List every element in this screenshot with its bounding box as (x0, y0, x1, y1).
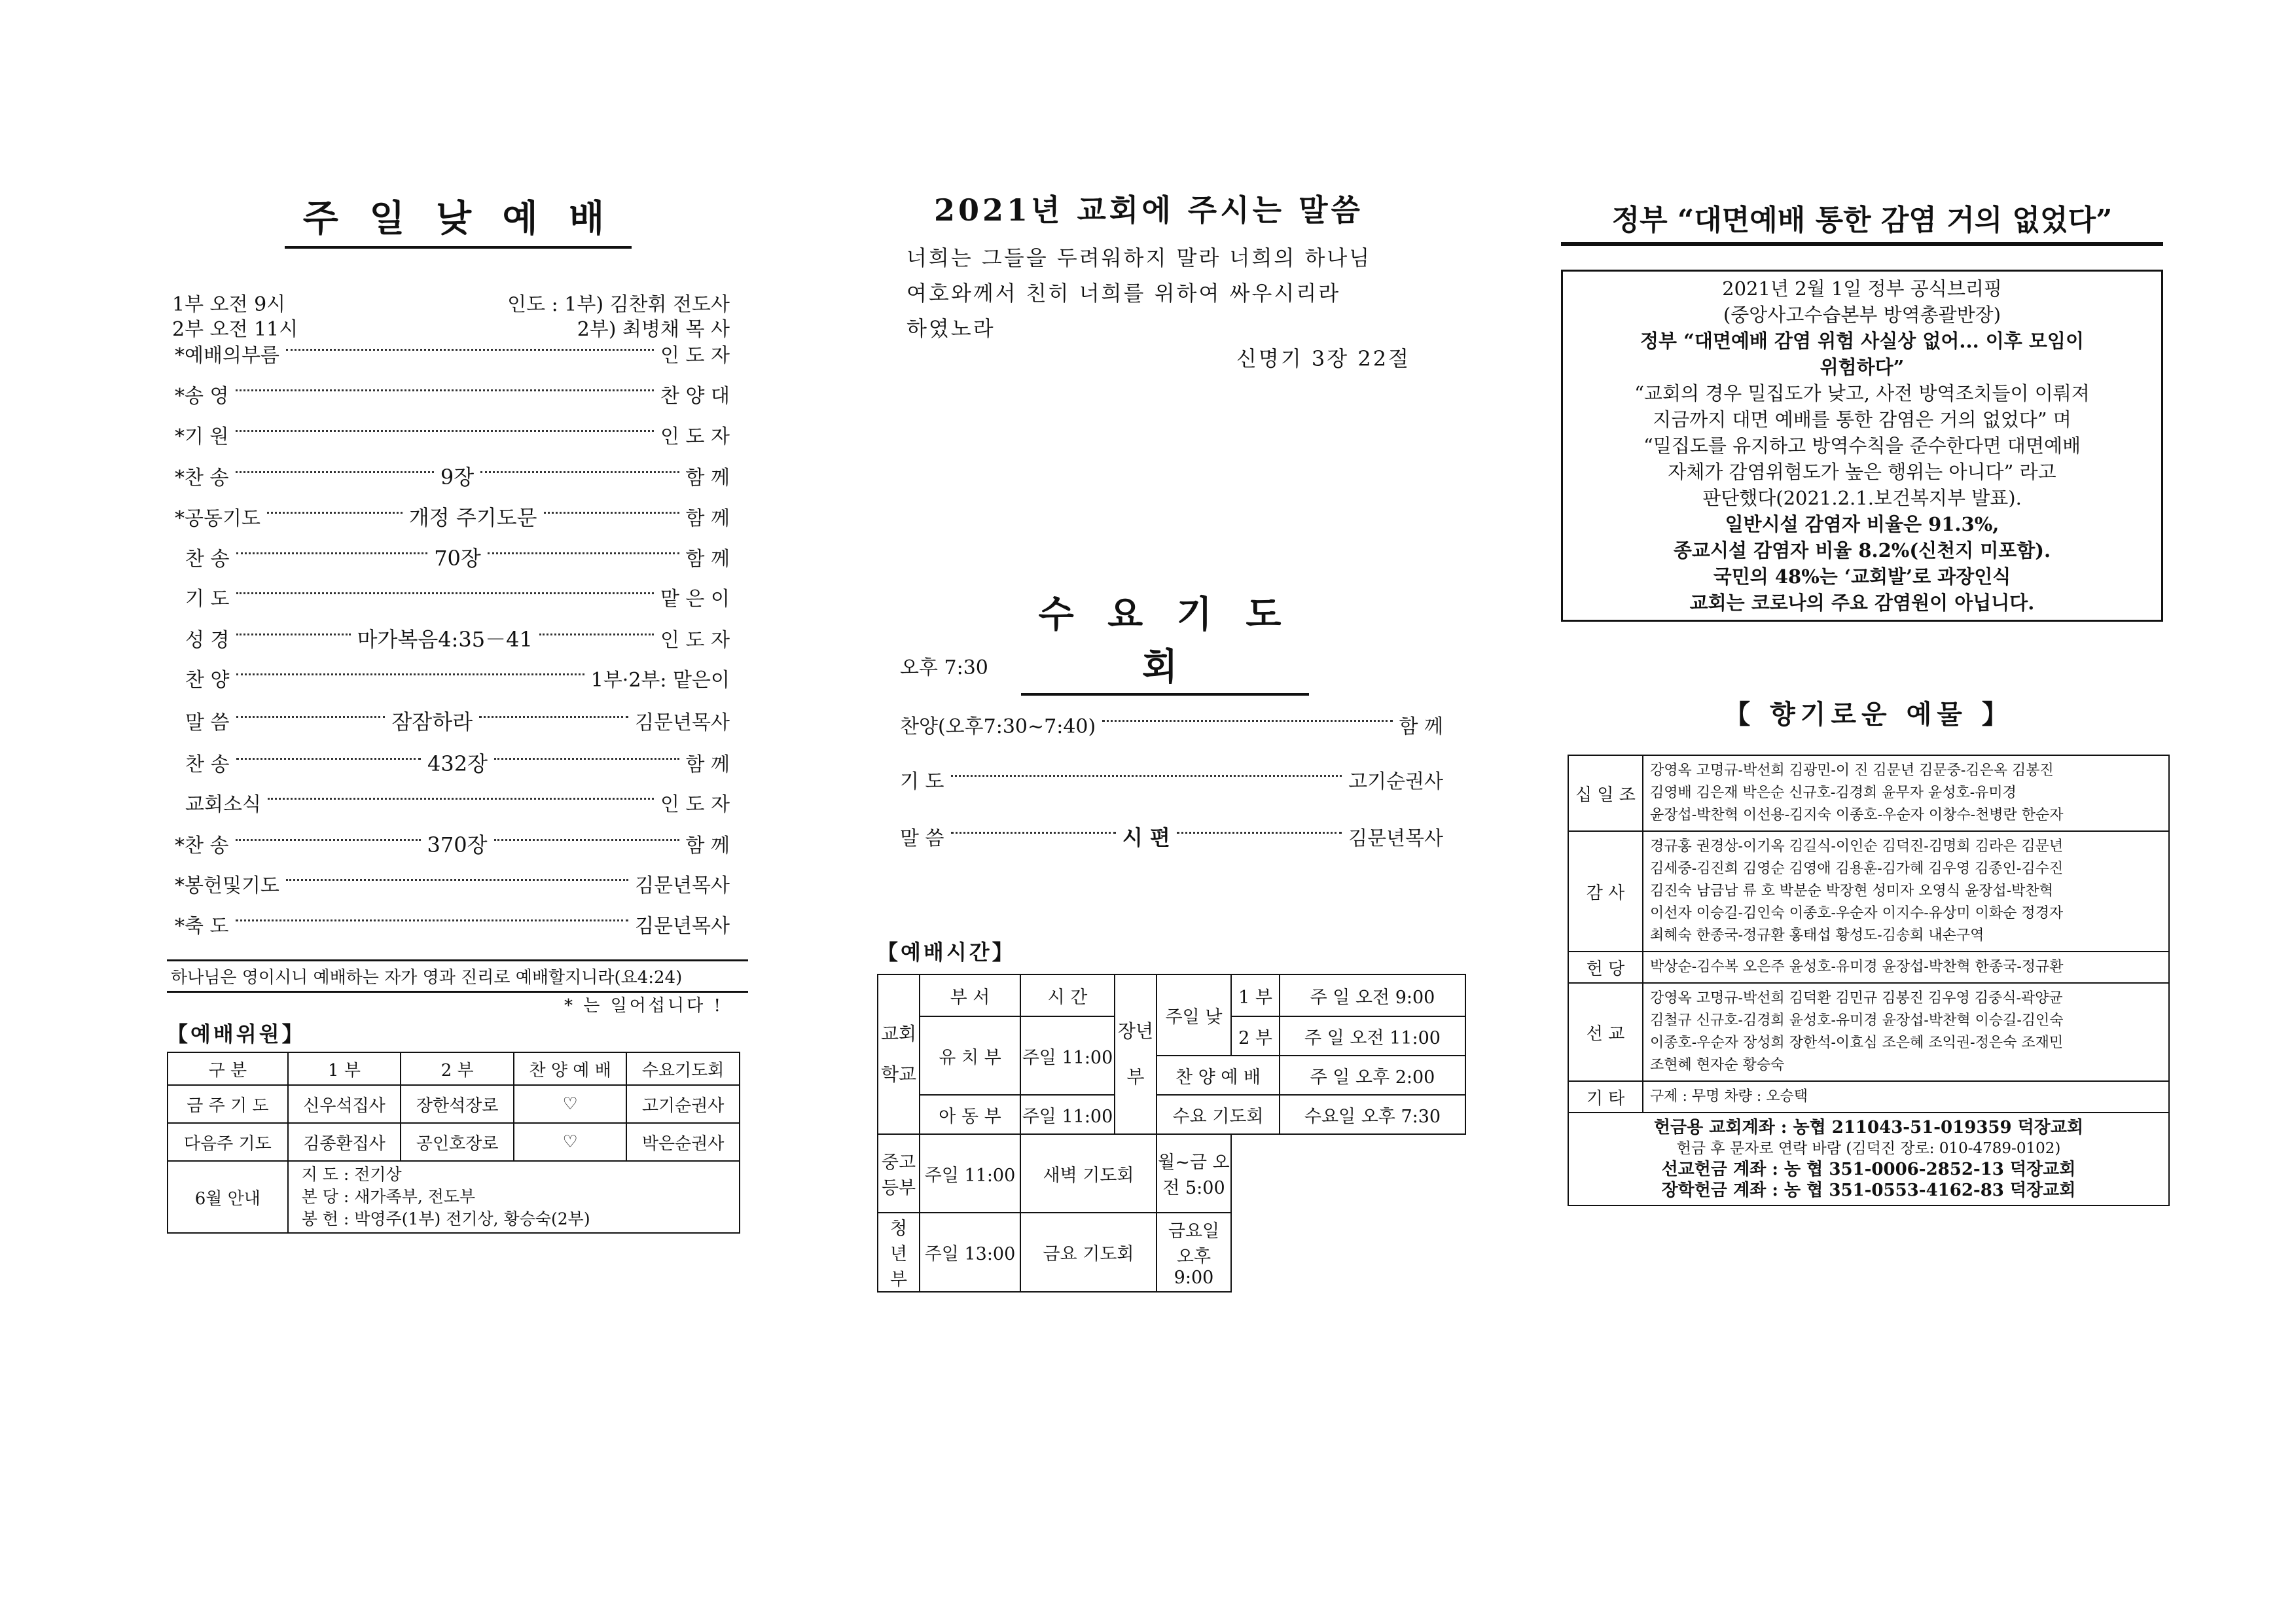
order-item (175, 705, 730, 736)
school-time: 주일 11:00 (1020, 1095, 1115, 1134)
sunday-title: 주 일 낮 예 배 (285, 190, 632, 249)
table-row (168, 1161, 740, 1233)
word2021-title: 2021년 교회에 주시는 말씀 (934, 192, 1363, 228)
order-item (175, 420, 730, 449)
sunday-label: 주일 낮 (1157, 974, 1231, 1056)
account-line: 헌금용 교회계좌 : 농협 211043-51-019359 덕장교회 (1653, 1118, 2084, 1137)
account-line: 장학헌금 계좌 : 농 협 351-0553-4162-83 덕장교회 (1661, 1181, 2076, 1200)
wednesday-item (900, 821, 1443, 851)
order-label: 성 경 (185, 629, 230, 652)
offering-line: 강영옥 고명규-박선희 김광민-이 진 김문년 김문중-김은옥 김봉진 (1650, 762, 2054, 779)
committee-cell: 장한석장로 (401, 1085, 514, 1123)
leader-dots (236, 471, 434, 473)
government-line: 지금까지 대면 예배를 통한 감염은 거의 없었다” 며 (1653, 408, 2072, 431)
leader-dots (480, 471, 679, 473)
june-line: 지 도 : 전기상 (301, 1165, 402, 1184)
order-item (175, 788, 730, 817)
wednesday-time: 오후 7:30 (900, 656, 988, 679)
school-dept: 청 년 부 (878, 1213, 920, 1292)
schedule-title: 【예배시간】 (877, 940, 1016, 965)
order-leader: 인 도 자 (660, 344, 730, 367)
government-line: 판단했다(2021.2.1.보건복지부 발표). (1702, 487, 2022, 509)
order-item (175, 582, 730, 611)
order-list (175, 339, 730, 948)
government-line: 자체가 감염위험도가 높은 행위는 아니다” 라고 (1668, 461, 2056, 483)
offering-line: 구제 : 무명 차량 : 오승택 (1650, 1088, 1808, 1105)
committee-cell: 박은순권사 (626, 1123, 740, 1161)
offering-category: 헌 당 (1568, 952, 1643, 983)
leader-dots (544, 512, 679, 514)
leader-dots (236, 839, 421, 841)
leader-dots (236, 758, 422, 760)
adult-dept: 1 부 (1231, 974, 1280, 1016)
order-item (175, 664, 730, 692)
offering-line: 김철규 신규호-김경희 윤성호-유미경 윤장섭-박찬혁 이승길-김인숙 (1650, 1012, 2064, 1029)
offering-line: 강영옥 고명규-박선희 김덕환 김민규 김봉진 김우영 김중식-곽양균 (1650, 990, 2063, 1007)
wednesday-title: 수 요 기 도 회 (1021, 586, 1309, 696)
leader-dots (236, 430, 654, 432)
order-detail: 마가복음4:35－41 (357, 627, 533, 652)
adult-time: 주 일 오전 9:00 (1280, 974, 1465, 1016)
account-line: 헌금 후 문자로 연락 바람 (김덕진 장로: 010-4789-0102) (1676, 1140, 2061, 1157)
order-label: *공동기도 (175, 507, 260, 530)
leader-dots (479, 716, 628, 718)
schedule-table (877, 974, 1466, 1293)
government-line: “교회의 경우 밀집도가 낮고, 사전 방역조치들이 이뤄져 (1634, 382, 2090, 404)
offering-line: 최혜숙 한종국-정규환 홍태섭 황성도-김송희 내손구역 (1650, 927, 1984, 944)
order-label: *기 원 (175, 425, 229, 448)
wednesday-leader: 김문년목사 (1348, 827, 1443, 850)
adult-dept: 찬 양 예 배 (1157, 1056, 1280, 1095)
june-line: 본 당 : 새가족부, 전도부 (301, 1187, 476, 1206)
offering-names (1643, 952, 2169, 983)
committee-title: 【예배위원】 (167, 1022, 306, 1046)
government-line: 위험하다” (1820, 356, 1905, 378)
offering-line: 윤장섭-박찬혁 이선용-김지숙 이종호-우순자 이창수-천병란 한순자 (1650, 807, 2064, 823)
offering-names (1643, 831, 2169, 952)
offering-category: 감 사 (1568, 831, 1643, 952)
government-title: 정부 “대면예배 통한 감염 거의 없었다” (1561, 196, 2163, 246)
order-leader: 함 께 (685, 467, 730, 490)
offering-names (1643, 983, 2169, 1081)
leader-dots (494, 839, 679, 841)
leader-dots (488, 552, 679, 554)
order-leader: 함 께 (685, 548, 730, 571)
order-item (175, 380, 730, 408)
order-label: 말 씀 (185, 711, 230, 734)
leader-dots (236, 716, 386, 718)
order-leader: 함 께 (685, 507, 730, 530)
schedule-header: 시 간 (1020, 974, 1115, 1016)
adult-dept: 금요 기도회 (1020, 1213, 1157, 1292)
order-detail: 개정 주기도문 (408, 505, 537, 530)
government-line: 종교시설 감염자 비율 8.2%(신천지 미포함). (1673, 539, 2051, 562)
offering-section (1568, 694, 2170, 1206)
offering-category: 십 일 조 (1568, 755, 1643, 831)
offering-category: 기 타 (1568, 1081, 1643, 1113)
committee-section (167, 1018, 743, 1234)
government-box (1561, 270, 2163, 622)
offering-line: 조현혜 현자순 황승숙 (1650, 1057, 1785, 1073)
wednesday-item (900, 710, 1443, 739)
order-detail: 70장 (434, 546, 481, 571)
offering-category: 선 교 (1568, 983, 1643, 1081)
school-time: 주일 11:00 (1020, 1016, 1115, 1095)
accounts-box (1568, 1113, 2169, 1205)
committee-header: 2 부 (401, 1052, 514, 1085)
table-row (168, 1085, 740, 1123)
committee-cell: 금 주 기 도 (168, 1085, 288, 1123)
order-leader: 1부·2부: 맡은이 (590, 669, 730, 692)
order-leader: 찬 양 대 (660, 385, 730, 408)
wednesday-list (900, 710, 1443, 854)
service1-time: 1부 오전 9시 (172, 293, 286, 316)
word2021-line: 여호와께서 친히 너희를 위하여 싸우시리라 (906, 281, 1341, 306)
table-row (1568, 952, 2169, 983)
committee-header: 수요기도회 (626, 1052, 740, 1085)
schedule-section (877, 936, 1466, 1293)
order-label: 기 도 (185, 588, 230, 611)
adult-time: 주 일 오후 2:00 (1280, 1056, 1465, 1095)
service2-leader: 2부) 최병채 목 사 (577, 318, 730, 341)
leader-dots (286, 879, 628, 881)
order-leader: 맡 은 이 (660, 588, 730, 611)
word2021-ref: 신명기 3장 22절 (1236, 346, 1410, 371)
wednesday-label: 찬양(오후7:30~7:40) (900, 715, 1096, 738)
accounts-row (1568, 1113, 2169, 1205)
heart-icon: ♡ (514, 1085, 626, 1123)
order-label: 찬 송 (185, 548, 230, 571)
offering-line: 김세중-김진희 김영순 김영애 김용훈-김가혜 김우영 김종인-김수진 (1650, 861, 2064, 877)
order-item (175, 501, 730, 531)
school-label: 교회학교 (878, 974, 920, 1134)
order-item (175, 623, 730, 653)
adult-time: 수요일 오후 7:30 (1280, 1095, 1465, 1134)
june-info (288, 1161, 740, 1233)
school-time: 주일 13:00 (920, 1213, 1020, 1292)
government-line: 일반시설 감염자 비율은 91.3%, (1725, 513, 2000, 535)
order-label: *축 도 (175, 915, 229, 938)
order-label: *봉헌및기도 (175, 874, 279, 897)
leader-dots (267, 512, 403, 514)
school-dept: 중고등부 (878, 1134, 920, 1213)
committee-header: 구 분 (168, 1052, 288, 1085)
service1-leader: 인도 : 1부) 김찬휘 전도사 (507, 293, 730, 316)
june-label: 6월 안내 (168, 1161, 288, 1233)
order-leader: 함 께 (685, 834, 730, 857)
committee-table (167, 1052, 740, 1234)
schedule-header: 부 서 (920, 974, 1020, 1016)
table-row (1568, 983, 2169, 1081)
adult-time: 주 일 오전 11:00 (1280, 1016, 1465, 1056)
leader-dots (951, 775, 1342, 777)
leader-dots (1102, 720, 1392, 722)
word2021-section (906, 187, 1430, 371)
order-detail: 9장 (440, 465, 475, 490)
adult-label: 장년부 (1115, 974, 1157, 1134)
wednesday-leader: 고기순권사 (1348, 770, 1443, 793)
order-label: 찬 양 (185, 669, 230, 692)
order-item (175, 542, 730, 572)
order-item (175, 869, 730, 898)
leader-dots (236, 592, 654, 594)
word2021-line: 너희는 그들을 두려워하지 말라 너희의 하나님 (906, 245, 1372, 270)
order-label: *송 영 (175, 385, 229, 408)
offering-table (1568, 755, 2170, 1206)
government-line: 정부 “대면예배 감염 위험 사실상 없어... 이후 모임이 (1640, 330, 2084, 352)
leader-dots (1177, 832, 1342, 834)
offering-names (1643, 755, 2169, 831)
offering-line: 김진숙 남금남 류 호 박분순 박장현 성미자 오영식 윤장섭-박찬혁 (1650, 883, 2053, 899)
order-leader: 김문년목사 (635, 874, 730, 897)
offering-names (1643, 1081, 2169, 1113)
service2-time: 2부 오전 11시 (172, 318, 298, 341)
committee-header: 1 부 (288, 1052, 401, 1085)
school-dept: 아 동 부 (920, 1095, 1020, 1134)
wednesday-item (900, 765, 1443, 794)
table-row (1568, 755, 2169, 831)
order-label: 찬 송 (185, 753, 230, 776)
wednesday-leader: 함 께 (1399, 715, 1443, 738)
leader-dots (951, 832, 1116, 834)
school-dept: 유 치 부 (920, 1016, 1020, 1095)
heart-icon: ♡ (514, 1123, 626, 1161)
leader-dots (236, 552, 428, 554)
offering-line: 김영배 김은재 박은순 신규호-김경희 윤무자 윤성호-유미경 (1650, 785, 2017, 801)
order-item (175, 461, 730, 491)
adult-time: 금요일 오후 9:00 (1157, 1213, 1231, 1292)
offering-line: 경규홍 권경상-이기옥 김길식-이인순 김덕진-김명희 김라은 김문년 (1650, 838, 2064, 855)
government-line: 교회는 코로나의 주요 감염원이 아닙니다. (1689, 592, 2035, 614)
table-row (1568, 831, 2169, 952)
order-detail: 370장 (427, 832, 488, 857)
committee-cell: 다음주 기도 (168, 1123, 288, 1161)
committee-cell: 고기순권사 (626, 1085, 740, 1123)
adult-dept: 2 부 (1231, 1016, 1280, 1056)
government-line: “밀집도를 유지하고 방역수칙을 준수한다면 대면예배 (1643, 435, 2081, 457)
account-line: 선교헌금 계좌 : 농 협 351-0006-2852-13 덕장교회 (1661, 1160, 2076, 1179)
adult-time: 월~금 오전 5:00 (1157, 1134, 1231, 1213)
word2021-line: 하였노라 (906, 316, 996, 341)
government-line: (중앙사고수습본부 방역총괄반장) (1723, 304, 2001, 326)
leader-dots (494, 758, 679, 760)
government-section (1561, 196, 2163, 622)
government-line: 2021년 2월 1일 정부 공식브리핑 (1722, 277, 2002, 300)
leader-dots (539, 633, 654, 635)
order-item (175, 339, 730, 368)
order-label: *찬 송 (175, 834, 229, 857)
offering-line: 이종호-우순자 장성희 장한석-이효심 조은혜 조익권-정은숙 조재민 (1650, 1035, 2064, 1051)
leader-dots (236, 389, 654, 391)
adult-dept: 수요 기도회 (1157, 1095, 1280, 1134)
committee-header: 찬 양 예 배 (514, 1052, 626, 1085)
leader-dots (286, 349, 654, 351)
order-leader: 인 도 자 (660, 793, 730, 816)
offering-title: 【 향기로운 예물 】 (1724, 700, 2013, 730)
leader-dots (236, 633, 351, 635)
committee-cell: 신우석집사 (288, 1085, 401, 1123)
committee-cell: 김종환집사 (288, 1123, 401, 1161)
order-item (175, 747, 730, 777)
table-row (1568, 1081, 2169, 1113)
order-leader: 김문년목사 (635, 711, 730, 734)
adult-dept: 새벽 기도회 (1020, 1134, 1157, 1213)
order-item (175, 829, 730, 859)
order-label: 교회소식 (185, 793, 261, 816)
leader-dots (236, 673, 584, 675)
offering-line: 박상순-김수복 오은주 윤성호-유미경 윤장섭-박찬혁 한종국-정규환 (1650, 959, 2064, 975)
school-time: 주일 11:00 (920, 1134, 1020, 1213)
order-item (175, 910, 730, 938)
wednesday-detail: 시 편 (1122, 825, 1170, 850)
leader-dots (268, 798, 654, 800)
order-leader: 김문년목사 (635, 915, 730, 938)
offering-line: 이선자 이승길-김인숙 이종호-우순자 이지수-유상미 이화순 정경자 (1650, 905, 2064, 921)
verse-line: 하나님은 영이시니 예배하는 자가 영과 진리로 예배할지니라(요4:24) (167, 959, 748, 993)
word2021-body (906, 240, 1430, 346)
order-leader: 함 께 (685, 753, 730, 776)
wednesday-label: 말 씀 (900, 827, 944, 850)
government-line: 국민의 48%는 ‘교회발’로 과장인식 (1713, 565, 2011, 588)
leader-dots (236, 919, 629, 921)
order-label: *예배의부름 (175, 344, 279, 367)
order-detail: 432장 (427, 751, 488, 776)
order-label: *찬 송 (175, 467, 229, 490)
stand-note: * 는 일어섭니다 ! (564, 996, 723, 1016)
wednesday-label: 기 도 (900, 770, 944, 793)
committee-cell: 공인호장로 (401, 1123, 514, 1161)
order-detail: 잠잠하라 (391, 709, 473, 734)
june-line: 봉 헌 : 박영주(1부) 전기상, 황승숙(2부) (301, 1209, 590, 1228)
table-row (168, 1123, 740, 1161)
order-leader: 인 도 자 (660, 425, 730, 448)
order-leader: 인 도 자 (660, 629, 730, 652)
